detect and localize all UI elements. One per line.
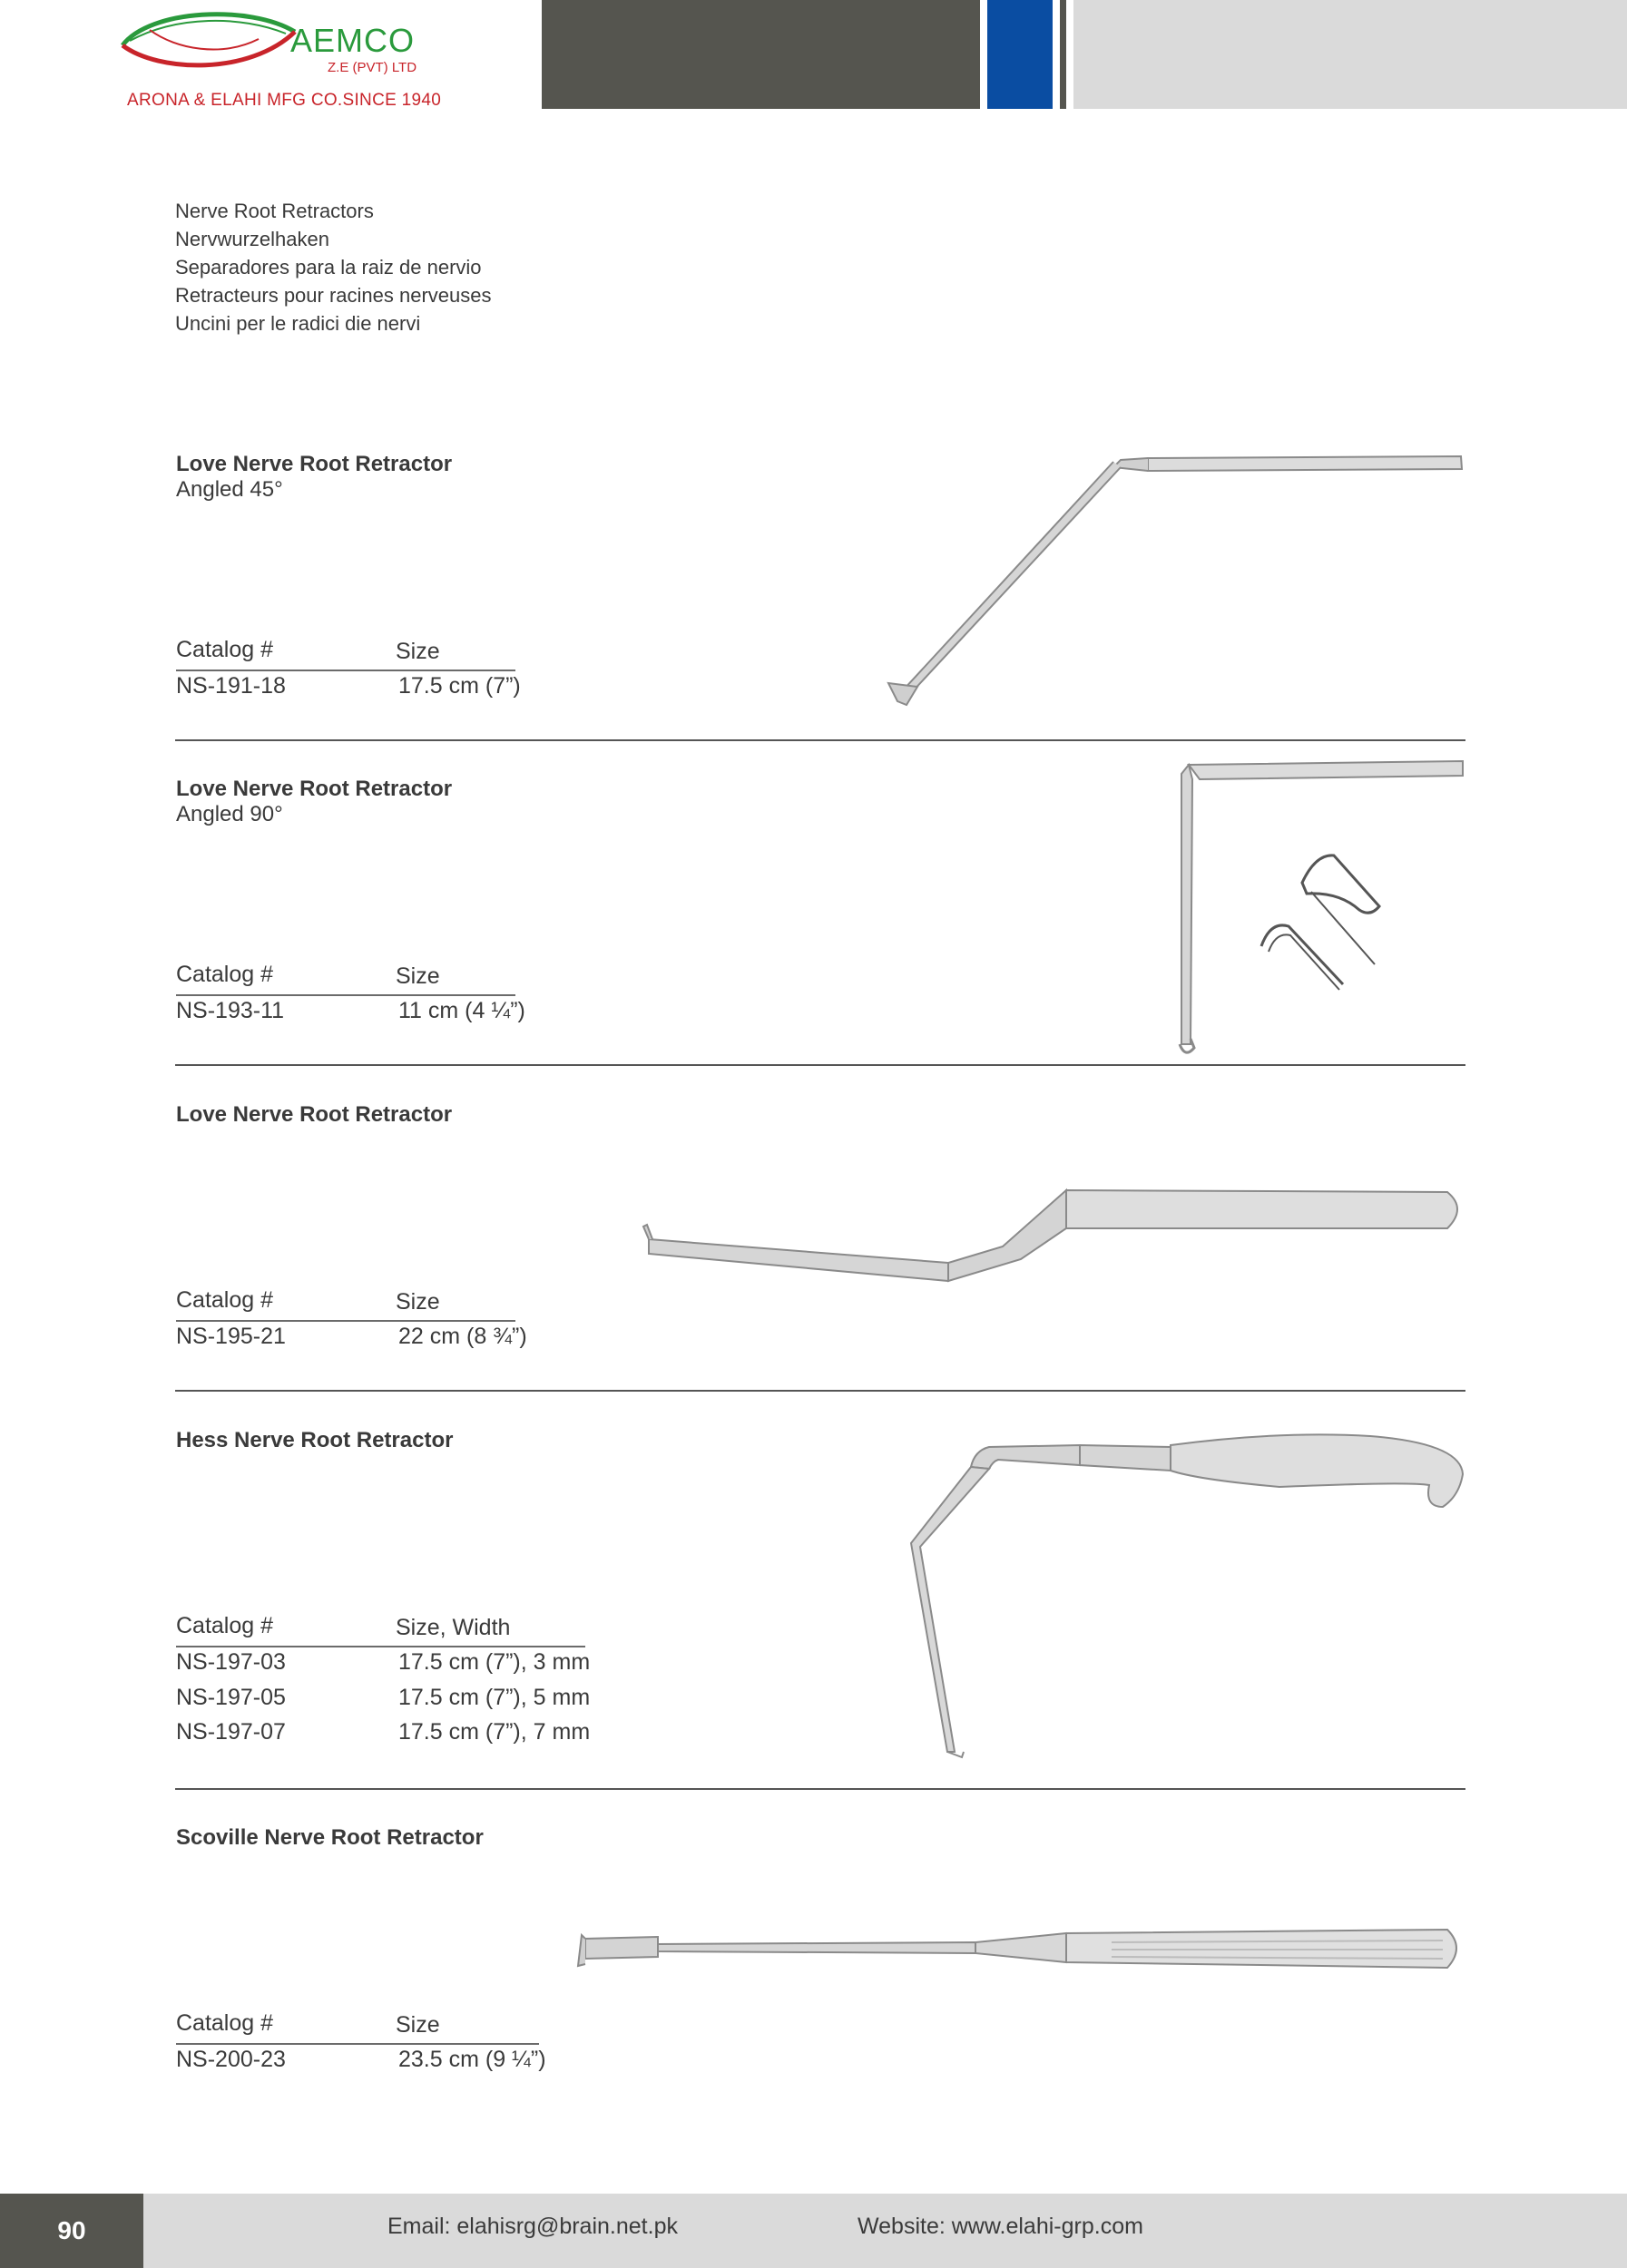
product-subtitle: Angled 90° — [176, 802, 283, 826]
product-section — [0, 1100, 1627, 1394]
group-name-it: Uncini per le radici die nervi — [175, 312, 421, 335]
section-divider — [175, 739, 1465, 741]
catalog-number: NS-197-03 — [176, 1649, 286, 1675]
product-title: Scoville Nerve Root Retractor — [176, 1825, 484, 1850]
footer-email[interactable]: Email: elahisrg@brain.net.pk — [387, 2214, 678, 2239]
group-name-fr: Retracteurs pour racines nerveuses — [175, 284, 492, 307]
product-title: Love Nerve Root Retractor — [176, 452, 453, 476]
footer-website[interactable]: Website: www.elahi-grp.com — [858, 2214, 1143, 2239]
bayonet-retractor-icon — [640, 1181, 1465, 1326]
size-value: 17.5 cm (7”), 3 mm — [398, 1649, 591, 1675]
company-logo[interactable] — [0, 0, 454, 118]
logo-swoosh-icon — [113, 5, 304, 77]
size-value: 17.5 cm (7”), 5 mm — [398, 1685, 591, 1710]
section-divider — [175, 1390, 1465, 1392]
product-subtitle: Angled 45° — [176, 477, 283, 502]
table-header-rule — [176, 994, 515, 996]
size-header: Size — [396, 639, 440, 664]
header-dark-bar — [542, 0, 980, 109]
catalog-header: Catalog # — [176, 637, 274, 662]
size-value: 17.5 cm (7”) — [398, 673, 521, 699]
section-divider — [175, 1064, 1465, 1066]
size-value: 17.5 cm (7”), 7 mm — [398, 1719, 591, 1745]
table-header-rule — [176, 1646, 585, 1647]
product-title: Hess Nerve Root Retractor — [176, 1428, 454, 1452]
angled-90-retractor-icon — [1161, 756, 1470, 1064]
catalog-header: Catalog # — [176, 1287, 274, 1313]
table-header-rule — [176, 670, 515, 671]
product-section — [0, 774, 1627, 1069]
footer-bar — [0, 2194, 1627, 2268]
size-header: Size — [396, 2012, 440, 2038]
size-header: Size — [396, 963, 440, 989]
product-section — [0, 1425, 1627, 1793]
catalog-header: Catalog # — [176, 1613, 274, 1638]
product-section — [0, 1823, 1627, 2095]
angled-45-retractor-icon — [876, 449, 1465, 712]
product-title: Love Nerve Root Retractor — [176, 777, 453, 801]
size-header: Size, Width — [396, 1615, 511, 1640]
product-group-names — [175, 197, 492, 337]
header-light-bar — [1073, 0, 1627, 109]
logo-name: AEMCO — [290, 22, 416, 59]
page-number: 90 — [0, 2194, 143, 2268]
size-header: Size — [396, 1289, 440, 1315]
catalog-number: NS-197-05 — [176, 1685, 286, 1710]
size-value: 23.5 cm (9 ¼”) — [398, 2047, 546, 2072]
group-name-es: Separadores para la raiz de nervio — [175, 256, 482, 279]
catalog-number: NS-200-23 — [176, 2047, 286, 2072]
catalog-number: NS-191-18 — [176, 673, 286, 699]
header-blue-bar — [987, 0, 1053, 109]
catalog-number: NS-197-07 — [176, 1719, 286, 1745]
size-value: 11 cm (4 ¼”) — [398, 998, 525, 1023]
product-section — [0, 449, 1627, 744]
group-name-en: Nerve Root Retractors — [175, 200, 374, 222]
table-header-rule — [176, 1320, 515, 1322]
scoville-retractor-icon — [558, 1922, 1465, 1995]
product-title: Love Nerve Root Retractor — [176, 1102, 453, 1127]
catalog-header: Catalog # — [176, 2010, 274, 2036]
logo-subname: Z.E (PVT) LTD — [328, 60, 417, 75]
table-header-rule — [176, 2043, 539, 2045]
header-thin-bar — [1060, 0, 1066, 109]
group-name-de: Nervwurzelhaken — [175, 228, 329, 250]
catalog-header: Catalog # — [176, 962, 274, 987]
catalog-number: NS-193-11 — [176, 998, 285, 1023]
hess-retractor-icon — [898, 1425, 1470, 1761]
section-divider — [175, 1788, 1465, 1790]
size-value: 22 cm (8 ¾”) — [398, 1324, 527, 1349]
logo-tagline: ARONA & ELAHI MFG CO.SINCE 1940 — [127, 91, 442, 110]
catalog-number: NS-195-21 — [176, 1324, 286, 1349]
